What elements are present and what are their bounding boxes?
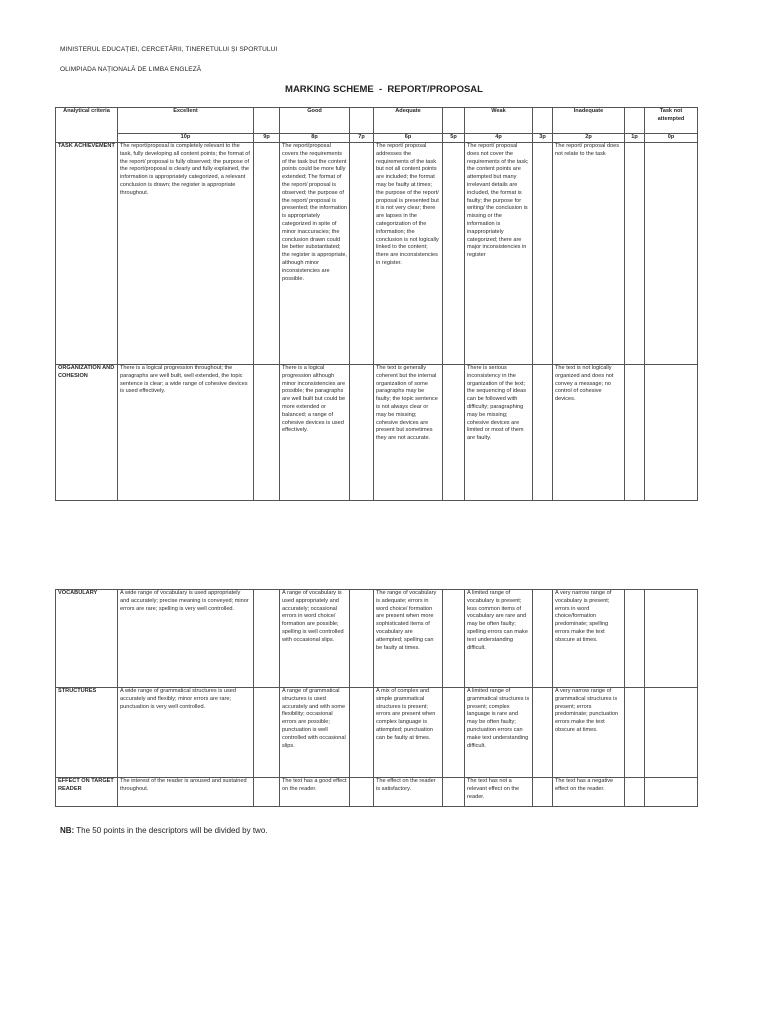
- cell-struct-good: A range of grammatical structures is used accurately and with some flexibility; occasional errors are possible; punctuation is well controlled with occasional slips.: [280, 688, 350, 778]
- cell-struct-weak: A limited range of grammatical structures is present; complex language is rare and may be often faulty; punctuation errors can make text understanding difficult.: [465, 688, 533, 778]
- cell-effect-inadequate: The text has a negative effect on the reader.: [553, 778, 625, 807]
- olympiad-header: OLIMPIADA NAȚIONALĂ DE LIMBA ENGLEZĂ: [60, 66, 202, 73]
- cell-vocab-weak: A limited range of vocabulary is present; less common items of vocabulary are rare and may be often faulty; spelling errors can make text understanding difficult.: [465, 590, 533, 688]
- row-vocabulary: [56, 590, 698, 688]
- points-9: 9p: [254, 134, 280, 143]
- cell-org-adequate: The text is generally coherent but the internal organization of some paragraphs may be faulty; the topic sentence is not always clear or may be missing; cohesive devices are present but sometimes they are not accurate.: [374, 365, 443, 501]
- cell-struct-adequate: A mix of complex and simple grammatical structures is present; errors are present when complex language is attempted; punctuation can be faulty at times.: [374, 688, 443, 778]
- cell-vocab-adequate: The range of vocabulary is adequate; errors in word choice/ formation are present when more sophisticated items of vocabulary are attempted; spelling can be faulty at times.: [374, 590, 443, 688]
- nb-note: [60, 826, 268, 835]
- points-1: 1p: [625, 134, 645, 143]
- criterion-organization: ORGANIZATION AND COHESION: [56, 365, 118, 501]
- nb-text: The 50 points in the descriptors will be divided by two.: [74, 826, 268, 835]
- cell-org-weak: There is serious inconsistency in the organization of the text; the sequencing of ideas can be followed with difficulty; paragraphing may be missing; cohesive devices are limited or most of them are faulty.: [465, 365, 533, 501]
- criterion-effect: EFFECT ON TARGET READER: [56, 778, 118, 807]
- points-6: 6p: [374, 134, 443, 143]
- points-10: 10p: [118, 134, 254, 143]
- header-inadequate: Inadequate: [553, 108, 625, 134]
- points-0: 0p: [645, 134, 698, 143]
- marking-table-bottom: [55, 589, 698, 807]
- row-organization: [56, 365, 698, 501]
- header-good: Good: [280, 108, 350, 134]
- cell-task-good: The report/proposal covers the requirements of the task but the content points could be more fully extended; The format of the report/ proposal is observed; the purpose of the report/ proposal is presented; the information is appropriately categorized in spite of minor inaccuracies; the conclusion drawn could be better substantiated; the register is appropriate, although minor inconsistencies are possible.: [280, 143, 350, 365]
- cell-vocab-excellent: A wide range of vocabulary is used appropriately and accurately; precise meaning is conveyed; minor errors are rare; spelling is very well controlled.: [118, 590, 254, 688]
- cell-vocab-good: A range of vocabulary is used appropriately and accurately; occasional errors in word choice/ formation are possible; spelling is well controlled with occasional slips.: [280, 590, 350, 688]
- cell-struct-excellent: A wide range of grammatical structures is used accurately and flexibly; minor errors are rare; punctuation is very well controlled.: [118, 688, 254, 778]
- cell-org-excellent: There is a logical progression throughout; the paragraphs are well built, well extended, the topic sentence is clear; a wide range of cohesive devices is used effectively.: [118, 365, 254, 501]
- row-effect: [56, 778, 698, 807]
- cell-struct-inadequate: A very narrow range of grammatical structures is present; errors predominate; punctuation errors make the text obscure at times.: [553, 688, 625, 778]
- points-4: 4p: [465, 134, 533, 143]
- cell-effect-good: The text has a good effect on the reader.: [280, 778, 350, 807]
- cell-vocab-inadequate: A very narrow range of vocabulary is present; errors in word choice/formation predominate; spelling errors make the text obscure at times.: [553, 590, 625, 688]
- points-5: 5p: [443, 134, 465, 143]
- cell-org-inadequate: The text is not logically organized and does not convey a message; no control of cohesive devices.: [553, 365, 625, 501]
- cell-task-weak: The report/ proposal does not cover the requirements of the task; the content points are attempted but many irrelevant details are included, the format is faulty; the purpose for writing/ the conclusion is missing or the information is inappropriately categorized; there are major inconsistencies in register: [465, 143, 533, 365]
- points-8: 8p: [280, 134, 350, 143]
- criterion-structures: STRUCTURES: [56, 688, 118, 778]
- page-title: MARKING SCHEME - REPORT/PROPOSAL: [285, 84, 483, 95]
- points-3: 3p: [533, 134, 553, 143]
- row-task-achievement: [56, 143, 698, 365]
- cell-org-good: There is a logical progression although minor inconsistencies are possible; the paragraphs are well built but could be more extended or balanced; a range of cohesive devices is used effectively.: [280, 365, 350, 501]
- header-adequate: Adequate: [374, 108, 443, 134]
- header-row: [56, 108, 698, 134]
- header-not-attempted: Task not attempted: [645, 108, 698, 134]
- cell-task-inadequate: The report/ proposal does not relate to the task: [553, 143, 625, 365]
- nb-label: NB:: [60, 826, 75, 835]
- row-structures: [56, 688, 698, 778]
- header-criteria: Analytical criteria: [56, 108, 118, 143]
- points-row: [56, 134, 698, 143]
- header-weak: Weak: [465, 108, 533, 134]
- cell-effect-adequate: The effect on the reader is satisfactory.: [374, 778, 443, 807]
- points-2: 2p: [553, 134, 625, 143]
- criterion-vocabulary: VOCABULARY: [56, 590, 118, 688]
- cell-task-excellent: The report/proposal is completely relevant to the task, fully developing all content points; the format of the report/ proposal is fully observed; the purpose of the report/proposal is clearly and fully explained, the information is appropriately categorized, a relevant conclusion is drawn; the register is appropriate throughout.: [118, 143, 254, 365]
- marking-table-top: [55, 107, 698, 501]
- header-excellent: Excellent: [118, 108, 254, 134]
- cell-task-adequate: The report/ proposal addresses the requirements of the task but not all content points are included; the format may be faulty at times; the purpose of the report/ proposal is presented but it is not very clear; there are lapses in the categorization of the information; the conclusion is not logically linked to the content; there are inconsistencies in register.: [374, 143, 443, 365]
- ministry-header: MINISTERUL EDUCAȚIEI, CERCETĂRII, TINERETULUI ȘI SPORTULUI: [60, 46, 278, 53]
- cell-effect-excellent: The interest of the reader is aroused and sustained throughout.: [118, 778, 254, 807]
- criterion-task-achievement: TASK ACHIEVEMENT: [56, 143, 118, 365]
- cell-effect-weak: The text has not a relevant effect on the reader.: [465, 778, 533, 807]
- points-7: 7p: [350, 134, 374, 143]
